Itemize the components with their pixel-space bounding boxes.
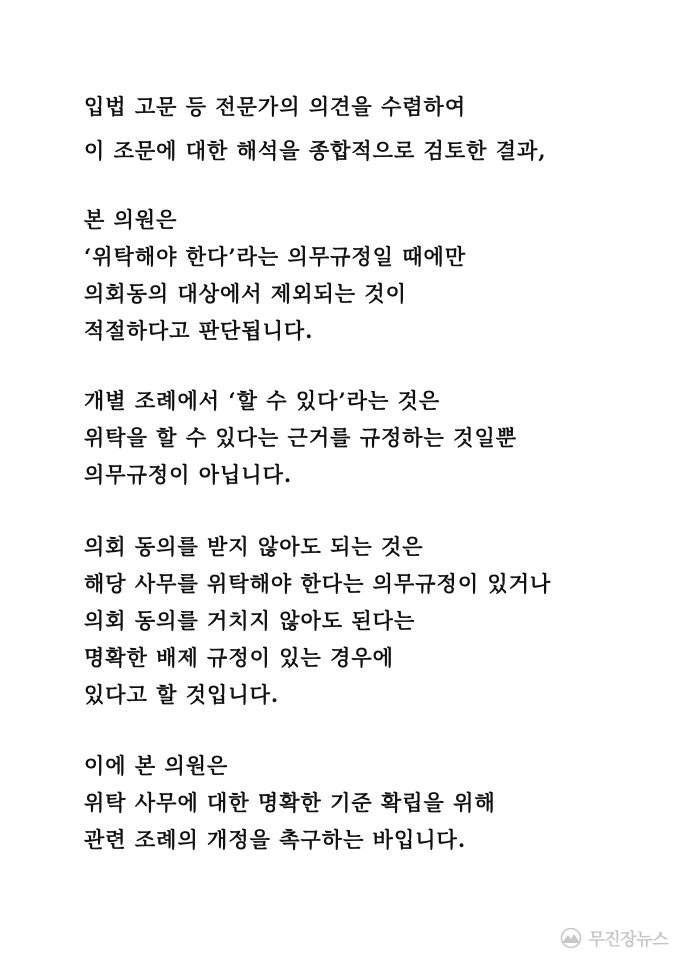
paragraph-4-line-5: 있다고 할 것입니다.	[84, 682, 280, 707]
paragraph-2-line-4: 적절하다고 판단됩니다.	[84, 318, 314, 343]
paragraph-1-line-2: 이 조문에 대한 해석을 종합적으로 검토한 결과,	[84, 138, 547, 163]
paragraph-3-line-1: 개별 조례에서 ‘할 수 있다’라는 것은	[84, 388, 441, 413]
watermark-text: 무진장뉴스	[588, 930, 668, 950]
paragraph-5-line-2: 위탁 사무에 대한 명확한 기준 확립을 위해	[84, 790, 496, 815]
mountain-logo-icon	[558, 928, 584, 948]
paragraph-5-line-1: 이에 본 의원은	[84, 753, 229, 778]
paragraph-4-line-2: 해당 사무를 위탁해야 한다는 의무규정이 있거나	[84, 571, 552, 596]
paragraph-4-line-1: 의회 동의를 받지 않아도 되는 것은	[84, 534, 424, 559]
paragraph-2-line-2: ‘위탁해야 한다’라는 의무규정일 때에만	[84, 244, 467, 269]
paragraph-2-line-1: 본 의원은	[84, 207, 178, 232]
paragraph-3-line-2: 위탁을 할 수 있다는 근거를 규정하는 것일뿐	[84, 425, 518, 450]
paragraph-5-line-3: 관련 조례의 개정을 촉구하는 바입니다.	[84, 827, 467, 852]
paragraph-3-line-3: 의무규정이 아닙니다.	[84, 462, 293, 487]
watermark	[558, 925, 668, 950]
paragraph-4-line-3: 의회 동의를 거치지 않아도 된다는	[84, 608, 416, 633]
paragraph-4-line-4: 명확한 배제 규정이 있는 경우에	[84, 645, 394, 670]
paragraph-1-line-1: 입법 고문 등 전문가의 의견을 수렴하여	[84, 94, 467, 119]
paragraph-2-line-3: 의회동의 대상에서 제외되는 것이	[84, 281, 407, 306]
